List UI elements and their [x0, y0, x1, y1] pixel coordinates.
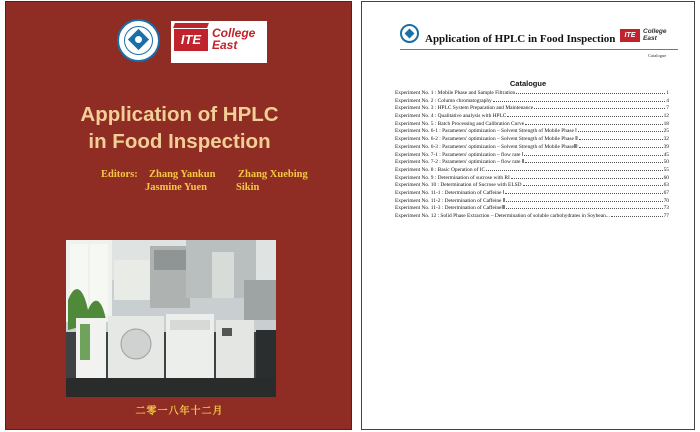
toc-entry[interactable] [395, 90, 669, 98]
ite-college-east-logo-small [620, 24, 680, 44]
toc-dot-leader [523, 185, 663, 186]
toc-entry-page: 60 [663, 174, 669, 181]
toc-entry-title: Experiment No. 6-3 : Parameters' optimization – Solvent Strength of Mobile PhaseⅢ [395, 143, 578, 150]
toc-entry-page: 7 [666, 105, 669, 112]
toc-dot-leader [505, 193, 662, 194]
editors-label: Editors: [101, 169, 138, 180]
editor-name: Jasmine Yuen [145, 182, 207, 193]
toc-entry-title: Experiment No. 7-2 : Parameters' optimization – flow rate Ⅱ [395, 159, 525, 166]
toc-entry-title: Experiment No. 2 : Column chromatography [395, 97, 492, 104]
toc-dot-leader [534, 108, 665, 109]
toc-entry-title: Experiment No. 12 : Solid Phase Extraction – Determination of soluble carbohydrates in Soybean... [395, 213, 610, 219]
college-east-text [643, 28, 666, 42]
toc-entry-title: Experiment No. 11-1 : Determination of Caffeine Ⅰ [395, 189, 505, 196]
college-word: College [212, 26, 256, 40]
toc-entry[interactable] [395, 198, 669, 206]
ite-logo-mark: ITE [174, 29, 208, 51]
hplc-instrument-image [66, 240, 276, 397]
toc-dot-leader [611, 216, 663, 217]
editor-name: Sikin [236, 182, 260, 193]
toc-entry-title: Experiment No. 6-1 : Parameters' optimization – Solvent Strength of Mobile Phase Ⅰ [395, 128, 577, 135]
toc-entry[interactable] [395, 159, 669, 167]
toc-entry-title: Experiment No. 3 : HPLC System Preparation and Maintenance [395, 105, 534, 112]
toc-entry[interactable] [395, 167, 669, 175]
header-divider [400, 49, 678, 50]
toc-entry[interactable] [395, 213, 669, 221]
catalogue-page [361, 1, 695, 430]
publication-date: 二零一八年十二月 [135, 406, 224, 417]
toc-dot-leader [524, 155, 662, 156]
toc-entry-title: Experiment No. 11-3 : Determination of CaffeineⅢ [395, 205, 506, 212]
seal-emblem [405, 29, 415, 39]
college-word: College [643, 28, 667, 35]
toc-dot-leader [579, 139, 663, 140]
toc-entry[interactable] [395, 190, 669, 198]
toc-dot-leader [516, 93, 665, 94]
toc-entry-page: 1 [666, 90, 669, 96]
toc-dot-leader [578, 131, 663, 132]
toc-dot-leader [525, 162, 662, 163]
toc-entry[interactable] [395, 113, 669, 121]
toc-entry-page: 18 [663, 120, 669, 127]
cover-title-line-1: Application of HPLC [80, 103, 279, 126]
toc-entry-page: 67 [663, 189, 669, 196]
toc-entry-page: 32 [663, 136, 669, 143]
toc-entry-title: Experiment No. 4 : Qualitative analysis with HPLC [395, 113, 507, 120]
toc-dot-leader [486, 170, 662, 171]
east-word: East [212, 38, 238, 52]
page-header-title: Application of HPLC in Food Inspection [425, 33, 616, 45]
table-of-contents [395, 90, 669, 221]
toc-entry[interactable] [395, 121, 669, 129]
toc-entry-page: 25 [663, 128, 669, 135]
toc-dot-leader [579, 147, 663, 148]
college-east-text [212, 27, 255, 51]
toc-entry-page: 45 [663, 151, 669, 158]
toc-entry-page: 77 [663, 213, 669, 219]
editor-name: Zhang Yankun [149, 169, 216, 180]
toc-entry[interactable] [395, 128, 669, 136]
toc-entry-page: 4 [666, 97, 669, 104]
toc-entry-page: 39 [663, 143, 669, 150]
toc-dot-leader [511, 178, 663, 179]
toc-entry-page: 50 [663, 159, 669, 166]
toc-entry-title: Experiment No. 10 : Determination of Sucrose with ELSD [395, 182, 522, 189]
cover-title-line-2: in Food Inspection [88, 130, 271, 153]
toc-dot-leader [506, 208, 662, 209]
editor-name: Zhang Xuebing [238, 169, 308, 180]
toc-entry[interactable] [395, 175, 669, 183]
toc-entry[interactable] [395, 105, 669, 113]
editors-block [101, 168, 341, 194]
toc-dot-leader [525, 124, 662, 125]
toc-entry[interactable] [395, 205, 669, 213]
toc-dot-leader [507, 116, 662, 117]
east-word: East [643, 35, 657, 42]
toc-entry[interactable] [395, 182, 669, 190]
catalogue-heading: Catalogue [509, 79, 547, 88]
ite-logo-mark: ITE [620, 29, 640, 42]
toc-entry-title: Experiment No. 6-2 : Parameters' optimization – Solvent Strength of Mobile Phase Ⅱ [395, 136, 578, 143]
toc-entry-title: Experiment No. 11-2 : Determination of Caffeine Ⅱ [395, 197, 506, 204]
cover-title [6, 101, 352, 155]
university-seal-logo [117, 19, 160, 62]
ite-college-east-logo [171, 21, 267, 63]
toc-entry-page: 73 [663, 205, 669, 212]
seal-center [135, 36, 142, 43]
toc-dot-leader [493, 101, 666, 102]
toc-entry[interactable] [395, 98, 669, 106]
toc-entry-title: Experiment No. 1 : Mobile Phase and Sample Filtration [395, 90, 516, 96]
toc-entry-page: 63 [663, 182, 669, 189]
toc-entry-title: Experiment No. 9 : Determination of sucrose with RI [395, 174, 510, 181]
toc-entry-page: 55 [663, 166, 669, 173]
toc-entry[interactable] [395, 152, 669, 160]
toc-entry-title: Experiment No. 8 : Basic Operation of IC [395, 166, 486, 173]
toc-entry-title: Experiment No. 5 : Batch Processing and Calibration Curve [395, 120, 525, 127]
laboratory-photo [66, 240, 276, 397]
toc-entry-title: Experiment No. 7-1 : Parameters' optimization – flow rate Ⅰ [395, 151, 524, 158]
header-subtitle: Catalogue [648, 53, 667, 58]
toc-entry[interactable] [395, 144, 669, 152]
toc-dot-leader [506, 201, 662, 202]
toc-entry[interactable] [395, 136, 669, 144]
toc-entry-page: 70 [663, 197, 669, 204]
book-cover [5, 1, 352, 430]
toc-entry-page: 12 [663, 113, 669, 120]
university-seal-logo-small [400, 24, 419, 43]
